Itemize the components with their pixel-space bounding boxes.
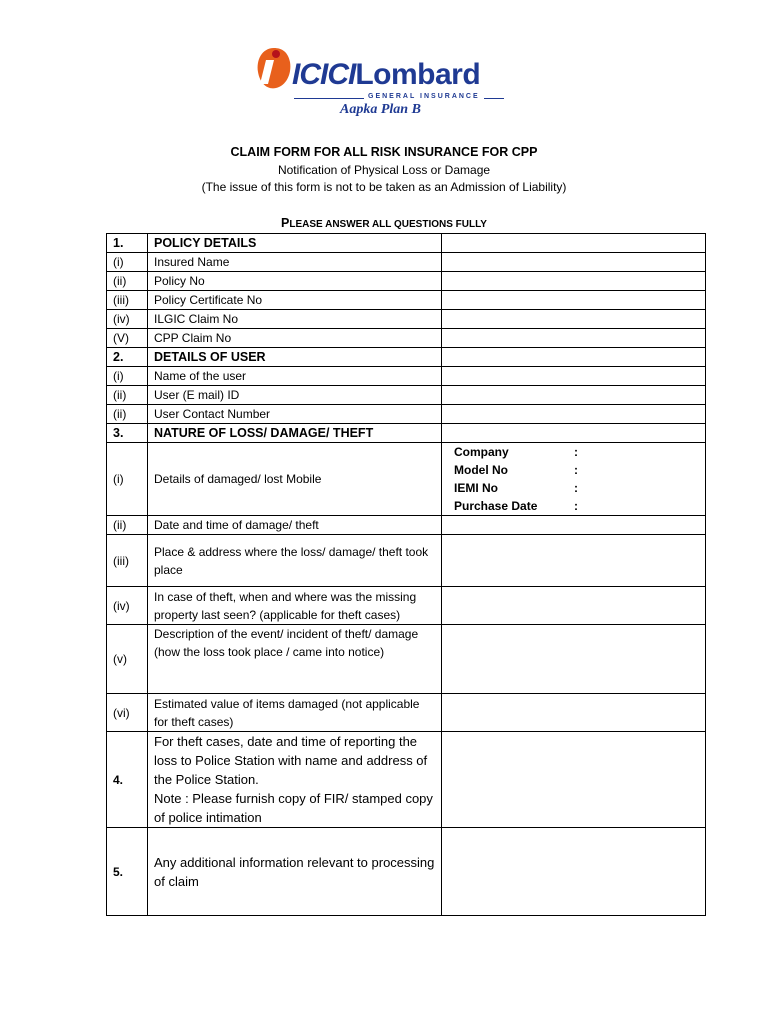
row-label: Description of the event/ incident of theft/ damage (how the loss took place / came into notice) (148, 625, 442, 694)
logo-tagline: Aapka Plan B (340, 102, 421, 117)
row-number: (ii) (107, 405, 148, 424)
table-row (107, 535, 706, 587)
row-number: (iii) (107, 291, 148, 310)
row-number: 5. (107, 828, 148, 916)
row-number: (i) (107, 443, 148, 516)
field-key: Model No (454, 463, 508, 477)
logo-subtitle: GENERAL INSURANCE (364, 93, 484, 100)
row-label: Insured Name (148, 253, 442, 272)
row-label: In case of theft, when and where was the missing property last seen? (applicable for theft cases) (148, 587, 442, 625)
police-report-field[interactable] (442, 732, 706, 828)
company-logo (254, 44, 514, 124)
form-title: CLAIM FORM FOR ALL RISK INSURANCE FOR CPP (230, 145, 538, 159)
section-heading: POLICY DETAILS (148, 234, 442, 253)
table-row (107, 386, 706, 405)
instruction-first-letter: P (281, 216, 290, 230)
answer-cell (442, 348, 706, 367)
row-number: (ii) (107, 516, 148, 535)
table-row (107, 516, 706, 535)
estimated-value-field[interactable] (442, 694, 706, 732)
row-label: Name of the user (148, 367, 442, 386)
last-seen-field[interactable] (442, 587, 706, 625)
row-number: (iv) (107, 310, 148, 329)
section-number: 2. (107, 348, 148, 367)
damage-datetime-field[interactable] (442, 516, 706, 535)
row-number: (ii) (107, 272, 148, 291)
table-row (107, 272, 706, 291)
additional-info-field[interactable] (442, 828, 706, 916)
table-row (107, 694, 706, 732)
section-number: 3. (107, 424, 148, 443)
company-field (454, 443, 699, 461)
section-heading: DETAILS OF USER (148, 348, 442, 367)
table-row (107, 732, 706, 828)
user-email-field[interactable] (442, 386, 706, 405)
section-header-row (107, 424, 706, 443)
row-number: 4. (107, 732, 148, 828)
section-header-row (107, 234, 706, 253)
row-label: Any additional information relevant to processing of claim (148, 828, 442, 916)
field-sep: : (574, 499, 578, 513)
row-label: CPP Claim No (148, 329, 442, 348)
model-no-field (454, 461, 699, 479)
table-row (107, 443, 706, 516)
field-sep: : (574, 481, 578, 495)
field-key: Company (454, 445, 509, 459)
field-key: IEMI No (454, 481, 498, 495)
row-number: (V) (107, 329, 148, 348)
table-row (107, 625, 706, 694)
cpp-claim-field[interactable] (442, 329, 706, 348)
user-contact-field[interactable] (442, 405, 706, 424)
table-row (107, 367, 706, 386)
row-label: For theft cases, date and time of reporting the loss to Police Station with name and address of the Police Station. (154, 734, 428, 787)
table-row (107, 329, 706, 348)
row-number: (iii) (107, 535, 148, 587)
section-heading: NATURE OF LOSS/ DAMAGE/ THEFT (148, 424, 442, 443)
ilgic-claim-field[interactable] (442, 310, 706, 329)
brand-lombard: Lombard (355, 58, 481, 91)
row-label: Estimated value of items damaged (not applicable for theft cases) (148, 694, 442, 732)
field-key: Purchase Date (454, 499, 538, 513)
liability-note: (The issue of this form is not to be taken as an Admission of Liability) (201, 180, 567, 194)
row-number: (i) (107, 367, 148, 386)
iemi-no-field (454, 479, 699, 497)
row-label: ILGIC Claim No (148, 310, 442, 329)
brand-name (292, 58, 480, 92)
answer-cell (442, 234, 706, 253)
table-row (107, 405, 706, 424)
row-label: User (E mail) ID (148, 386, 442, 405)
event-description-field[interactable] (442, 625, 706, 694)
brand-icici: ICICI (292, 58, 356, 91)
icici-i-logo-icon (254, 44, 294, 94)
field-sep: : (574, 445, 578, 459)
insured-name-field[interactable] (442, 253, 706, 272)
row-label: Date and time of damage/ theft (148, 516, 442, 535)
row-number: (ii) (107, 386, 148, 405)
row-number: (v) (107, 625, 148, 694)
row-number: (i) (107, 253, 148, 272)
police-report-label (148, 732, 442, 828)
purchase-date-field (454, 497, 699, 515)
table-row (107, 310, 706, 329)
row-label: User Contact Number (148, 405, 442, 424)
table-row (107, 587, 706, 625)
instruction-rest: LEASE ANSWER ALL QUESTIONS FULLY (289, 219, 487, 230)
form-subtitle: Notification of Physical Loss or Damage (277, 163, 491, 177)
row-number: (vi) (107, 694, 148, 732)
row-label: Details of damaged/ lost Mobile (148, 443, 442, 516)
loss-place-field[interactable] (442, 535, 706, 587)
policy-no-field[interactable] (442, 272, 706, 291)
table-row (107, 291, 706, 310)
row-number: (iv) (107, 587, 148, 625)
answer-cell (442, 424, 706, 443)
row-label: Policy No (148, 272, 442, 291)
table-row (107, 253, 706, 272)
policy-certificate-field[interactable] (442, 291, 706, 310)
row-note: Note : Please furnish copy of FIR/ stamped copy of police intimation (154, 791, 433, 825)
table-row (107, 828, 706, 916)
instruction-text (0, 216, 768, 230)
field-sep: : (574, 463, 578, 477)
section-number: 1. (107, 234, 148, 253)
claim-form-table (106, 233, 706, 916)
section-header-row (107, 348, 706, 367)
row-label: Policy Certificate No (148, 291, 442, 310)
row-label: Place & address where the loss/ damage/ theft took place (148, 535, 442, 587)
user-name-field[interactable] (442, 367, 706, 386)
mobile-details-cell[interactable] (442, 443, 706, 516)
